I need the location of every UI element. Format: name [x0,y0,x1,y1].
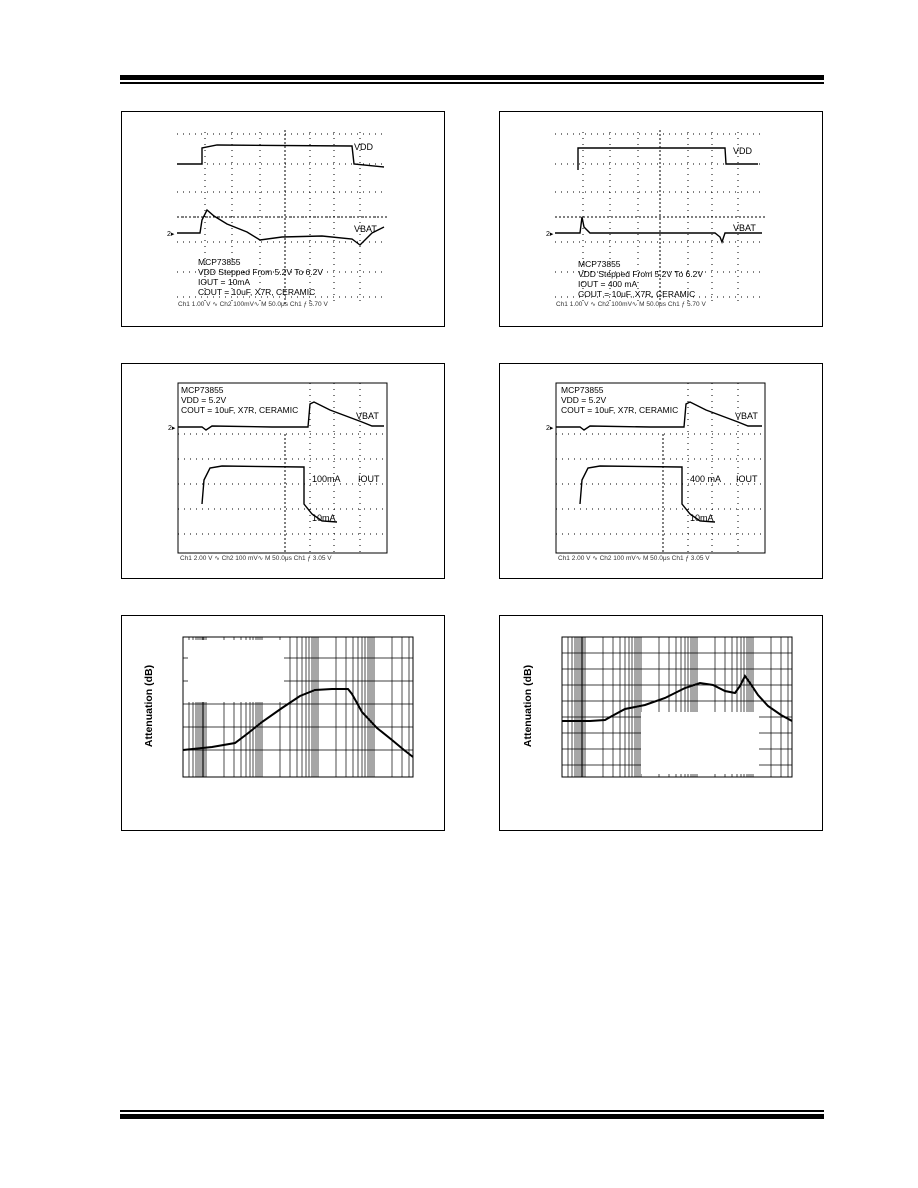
scope-readout: Ch1 2.00 V ∿ Ch2 100 mV∿ M 50.0μs Ch1 ƒ 3.05 V [558,555,710,562]
vbat-trace [177,210,384,245]
y-axis-label: Attenuation (dB) [522,664,534,748]
scope-screen-3 [122,364,446,580]
figure-4-panel [499,363,823,579]
scope-screen-2 [500,112,824,328]
label-400ma: 400 mA [690,474,722,484]
annotation-line-3: COUT = 10uF, X7R, CERAMIC [561,405,679,415]
annotation-line-3: COUT = 10uF, X7R, CERAMIC [181,405,299,415]
annotation-line-2: VDD Stepped From 5.2V To 6.2V [578,269,704,279]
annotation-line-2: VDD Stepped From 5.2V To 6.2V [198,267,324,277]
label-vbat: VBAT [733,223,756,233]
annotation-line-2: VDD = 5.2V [561,395,607,405]
label-vbat: VBAT [735,411,758,421]
label-100ma: 100mA [312,474,341,484]
annotation-line-1: MCP73855 [578,259,621,269]
ch2-marker: 2▸ [546,231,554,238]
label-vdd: VDD [354,142,374,152]
figure-2-panel [499,111,823,327]
scope-readout: Ch1 1.00 V ∿ Ch2 100mV∿ M 50.0μs Ch1 ƒ 5.70 V [178,301,328,308]
scope-readout: Ch1 2.00 V ∿ Ch2 100 mV∿ M 50.0μs Ch1 ƒ 3.05 V [180,555,332,562]
ch2-marker: 2▸ [168,425,176,432]
y-axis-label: Attenuation (dB) [143,664,155,748]
footer-rule-thin [120,1110,824,1112]
footer-rule-thick [120,1114,824,1119]
label-10ma: 10mA [312,513,336,523]
label-iout: IOUT [736,474,758,484]
legend-blank-area [641,712,759,774]
scope-screen-1 [122,112,446,328]
label-10ma: 10mA [690,513,714,523]
annotation-line-4: COUT = 10uF, X7R, CERAMIC [578,289,696,299]
figure-5-panel [121,615,445,831]
annotation-line-2: VDD = 5.2V [181,395,227,405]
annotation-line-4: COUT = 10uF, X7R, CERAMIC [198,287,316,297]
ch2-marker: 2▸ [546,425,554,432]
scope-readout: Ch1 1.00 V ∿ Ch2 100mV∿ M 50.0μs Ch1 ƒ 5.70 V [556,301,706,308]
figure-3-panel [121,363,445,579]
annotation-line-1: MCP73855 [181,385,224,395]
label-iout: IOUT [358,474,380,484]
figure-1-panel [121,111,445,327]
vdd-trace [177,145,384,167]
annotation-line-1: MCP73855 [198,257,241,267]
label-vbat: VBAT [356,411,379,421]
figure-6-panel [499,615,823,831]
vdd-trace [578,148,758,170]
annotation-line-3: IOUT = 400 mA [578,279,638,289]
label-vdd: VDD [733,146,753,156]
label-vbat: VBAT [354,224,377,234]
header-rule-thick [120,75,824,80]
ch2-marker: 2▸ [167,231,175,238]
annotation-line-1: MCP73855 [561,385,604,395]
header-rule-thin [120,82,824,84]
legend-blank-area [188,640,284,702]
scope-screen-4 [500,364,824,580]
attenuation-plot-2 [500,616,824,832]
annotation-line-3: IOUT = 10mA [198,277,251,287]
vbat-trace [555,217,762,242]
attenuation-plot-1 [122,616,446,832]
